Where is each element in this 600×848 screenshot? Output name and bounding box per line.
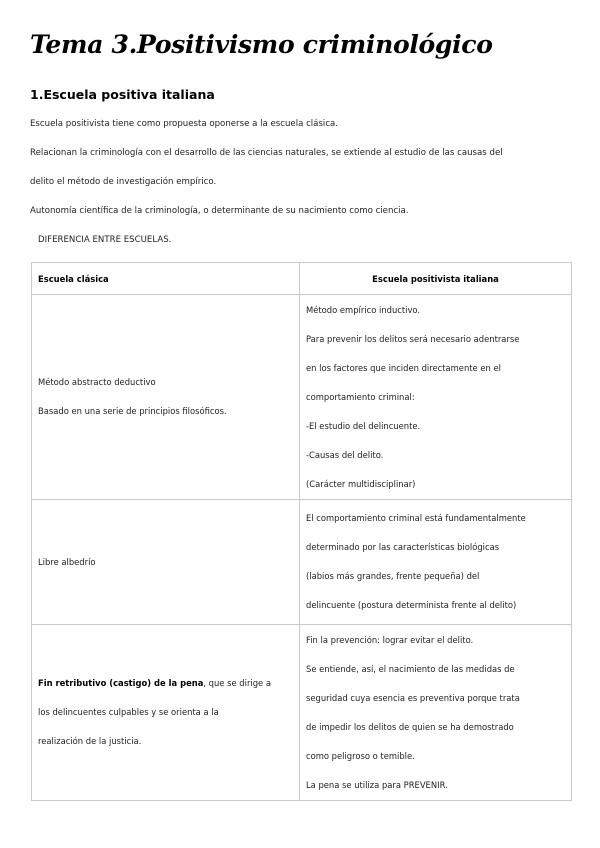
cell-line: Libre albedrío <box>38 556 96 567</box>
cell-line: comportamiento criminal: <box>306 391 415 402</box>
cell-line: realización de la justicia. <box>38 736 142 746</box>
table-cell-left <box>32 295 300 500</box>
cell-line: El comportamiento criminal está fundamentalmente <box>306 513 526 523</box>
cell-line: -El estudio del delincuente. <box>306 420 421 431</box>
cell-line <box>38 669 293 698</box>
table-row <box>32 625 572 801</box>
table-cell-right <box>300 625 572 801</box>
diferencia-label: DIFERENCIA ENTRE ESCUELAS. <box>38 235 172 245</box>
cell-line: los delincuentes culpables y se orienta a la <box>38 707 219 717</box>
cell-line: en los factores que inciden directamente en el <box>306 362 501 373</box>
cell-line: (Carácter multidisciplinar) <box>306 478 416 489</box>
cell-line: como peligroso o temible. <box>306 750 415 761</box>
table-cell-left <box>32 500 300 625</box>
cell-line: delincuente (postura determinista frente al delito) <box>306 600 517 610</box>
cell-line: determinado por las características biológicas <box>306 542 500 552</box>
cell-line: La pena se utiliza para PREVENIR. <box>306 779 448 790</box>
paragraph: Autonomía científica de la criminología, o determinante de su nacimiento como ciencia. <box>30 206 409 216</box>
cell-line-rest: , que se dirige a <box>203 678 271 688</box>
cell-line: Método abstracto deductivo <box>38 377 156 387</box>
paragraph: Escuela positivista tiene como propuesta oponerse a la escuela clásica. <box>30 119 339 129</box>
bold-phrase: Fin retributivo (castigo) de la pena <box>38 678 204 688</box>
cell-line: -Causas del delito. <box>306 449 384 460</box>
table-cell-left <box>32 625 300 801</box>
table-header-row <box>32 263 572 295</box>
header-escuela-positivista: Escuela positivista italiana <box>300 263 572 295</box>
cell-line: (labios más grandes, frente pequeña) del <box>306 571 480 581</box>
table-row <box>32 295 572 500</box>
cell-line: Fin la prevención: lograr evitar el delito. <box>306 634 474 645</box>
section-heading: 1.Escuela positiva italiana <box>30 87 215 102</box>
cell-line: de impedir los delitos de quien se ha demostrado <box>306 721 514 732</box>
table-row <box>32 500 572 625</box>
document-title: Tema 3.Positivismo criminológico <box>30 30 493 59</box>
cell-line: Basado en una serie de principios filosóficos. <box>38 406 227 416</box>
cell-line: seguridad cuya esencia es preventiva porque trata <box>306 692 520 703</box>
cell-line: Se entiende, así, el nacimiento de las medidas de <box>306 663 515 674</box>
table-cell-right <box>300 295 572 500</box>
cell-line: Para prevenir los delitos será necesario adentrarse <box>306 333 520 344</box>
comparison-table <box>31 262 572 801</box>
paragraph: delito el método de investigación empírico. <box>30 177 217 187</box>
header-escuela-clasica: Escuela clásica <box>32 263 300 295</box>
cell-line: Método empírico inductivo. <box>306 304 421 315</box>
paragraph: Relacionan la criminología con el desarrollo de las ciencias naturales, se extiende al estudio de las causas del <box>30 148 503 158</box>
table-cell-right <box>300 500 572 625</box>
